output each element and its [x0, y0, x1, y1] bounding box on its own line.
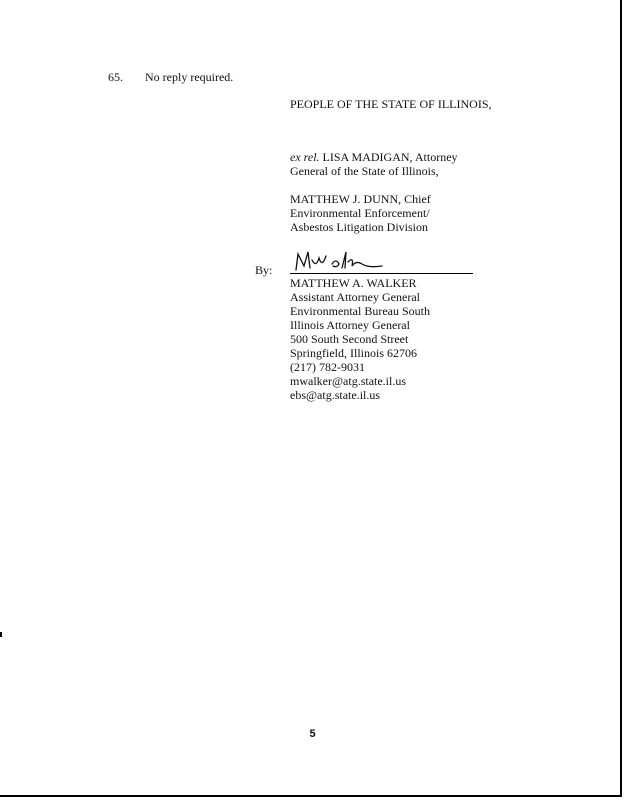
plaintiff-heading: PEOPLE OF THE STATE OF ILLINOIS, [290, 97, 492, 111]
chief-line-2: Environmental Enforcement/ [290, 206, 430, 220]
paragraph-number: 65. [108, 70, 123, 84]
scan-border-bottom [0, 795, 622, 797]
attorney-line-2: Assistant Attorney General [290, 290, 420, 304]
attorney-line-1: MATTHEW A. WALKER [290, 276, 417, 290]
by-label: By: [255, 263, 273, 277]
scan-mark [0, 632, 2, 637]
ex-rel-line-1: LISA MADIGAN, Attorney [319, 150, 458, 164]
ex-rel-prefix: ex rel. [290, 150, 320, 164]
attorney-email-2: ebs@atg.state.il.us [290, 388, 381, 402]
chief-line-3: Asbestos Litigation Division [290, 220, 428, 234]
chief-block [290, 192, 431, 234]
attorney-line-7: (217) 782-9031 [290, 360, 365, 374]
chief-line-1: MATTHEW J. DUNN, Chief [290, 192, 431, 206]
handwritten-signature [292, 246, 388, 276]
attorney-block [290, 276, 430, 402]
attorney-line-6: Springfield, Illinois 62706 [290, 346, 417, 360]
signature-line [290, 273, 473, 274]
paragraph-text: No reply required. [145, 70, 234, 84]
attorney-line-4: Illinois Attorney General [290, 318, 410, 332]
page-number: 5 [309, 728, 316, 740]
attorney-line-3: Environmental Bureau South [290, 304, 430, 318]
ex-rel-line-2: General of the State of Illinois, [290, 164, 439, 178]
attorney-line-5: 500 South Second Street [290, 332, 409, 346]
scan-border-right [620, 0, 622, 796]
attorney-email-1: mwalker@atg.state.il.us [290, 374, 407, 388]
ex-rel-block [290, 150, 458, 178]
